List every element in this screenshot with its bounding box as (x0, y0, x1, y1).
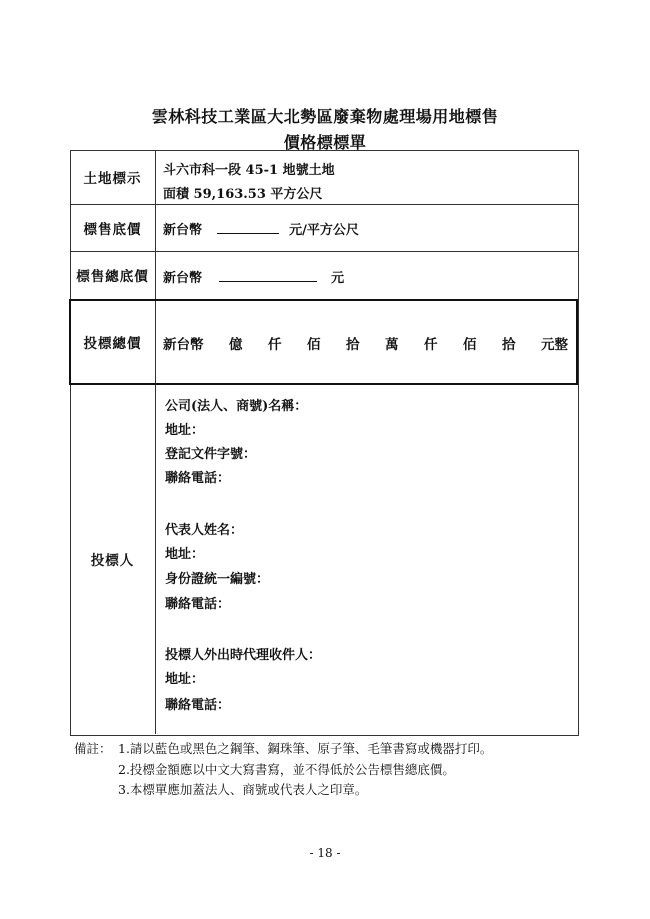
representative-phone-field[interactable]: 聯絡電話： (165, 597, 231, 612)
document-subtitle: 價格標標單 (283, 133, 367, 152)
representative-id-field[interactable]: 身份證統一編號： (165, 572, 270, 587)
agent-title-field[interactable]: 投標人外出時代理收件人： (165, 648, 322, 663)
company-phone-field[interactable]: 聯絡電話： (165, 471, 231, 486)
total-price-label: 標售總底價 (76, 269, 149, 285)
representative-address-field[interactable]: 地址： (165, 547, 205, 562)
bid-total-label: 投標總價 (83, 336, 142, 352)
note-3: 3.本標單應加蓋法人、商號或代表人之印章。 (118, 782, 368, 797)
agent-phone-field[interactable]: 聯絡電話： (165, 698, 231, 713)
bid-total-prefix: 新台幣 (163, 337, 204, 353)
land-area-text: 面積 59,163.53 平方公尺 (163, 187, 323, 202)
unit-price-prefix: 新台幣 (163, 223, 203, 238)
unit-yuan-zheng: 元整 (541, 337, 568, 353)
total-price-blank[interactable] (219, 270, 317, 282)
unit-wan: 萬 (385, 337, 399, 353)
total-price-unit: 元 (331, 271, 345, 286)
unit-price-blank[interactable] (217, 222, 279, 234)
unit-price-line (163, 219, 359, 238)
representative-name-field[interactable]: 代表人姓名： (165, 523, 244, 538)
unit-bai-2: 佰 (463, 337, 477, 353)
unit-yi: 億 (229, 337, 243, 353)
notes-label: 備註： (74, 741, 112, 756)
company-name-field[interactable]: 公司(法人、商號)名稱： (165, 399, 308, 414)
land-label: 土地標示 (83, 171, 142, 187)
unit-shi: 拾 (346, 337, 360, 353)
company-address-field[interactable]: 地址： (165, 423, 205, 438)
unit-qian: 仟 (268, 337, 282, 353)
agent-address-field[interactable]: 地址： (165, 672, 205, 687)
registration-number-field[interactable]: 登記文件字號： (165, 447, 257, 462)
bid-total-amount-row[interactable] (163, 333, 568, 353)
unit-qian-2: 仟 (424, 337, 438, 353)
column-divider (155, 150, 156, 734)
total-price-prefix: 新台幣 (163, 271, 203, 286)
unit-bai: 佰 (307, 337, 321, 353)
land-lot-text: 斗六市科一段 45-1 地號土地 (163, 163, 335, 178)
unit-price-unit: 元/平方公尺 (289, 223, 359, 238)
total-price-line (163, 267, 344, 286)
page-number: - 18 - (309, 846, 341, 860)
document-title: 雲林科技工業區大北勢區廢棄物處理場用地標售 (151, 107, 499, 126)
bidder-label: 投標人 (90, 553, 135, 569)
note-2: 2.投標金額應以中文大寫書寫，並不得低於公告標售總底價。 (118, 762, 455, 777)
unit-shi-2: 拾 (502, 337, 516, 353)
unit-price-label: 標售底價 (83, 221, 142, 238)
note-1: 1.請以藍色或黑色之鋼筆、鋼珠筆、原子筆、毛筆書寫或機器打印。 (118, 741, 493, 756)
